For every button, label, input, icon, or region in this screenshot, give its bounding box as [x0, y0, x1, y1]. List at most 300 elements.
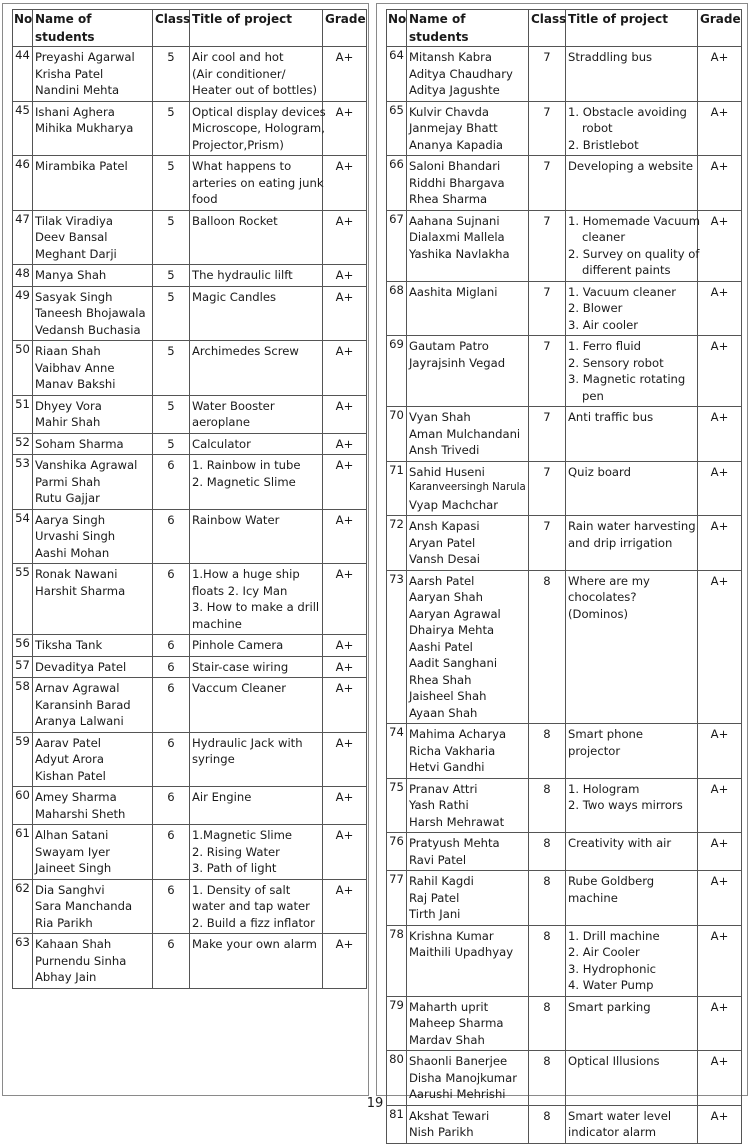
- project-title-line: 2. Two ways mirrors: [568, 798, 683, 812]
- student-name: Sasyak Singh: [35, 289, 113, 304]
- student-names: [33, 341, 153, 396]
- student-name: Ishani Aghera: [35, 104, 115, 119]
- student-name: Aashi Patel: [409, 639, 473, 654]
- project-title-line: Smart water level: [568, 1108, 672, 1123]
- project-title-line: Air Engine: [192, 790, 252, 804]
- table-row: [387, 996, 742, 1051]
- student-name: Riaan Shah: [35, 344, 101, 358]
- student-name: Disha Manojkumar: [409, 1070, 517, 1085]
- student-name: Aman Mulchandani: [409, 426, 521, 441]
- table-row: [13, 879, 367, 934]
- table-row: [387, 778, 742, 833]
- student-name: Deev Bansal: [35, 230, 108, 244]
- row-number: 64: [387, 47, 407, 102]
- project-title-line: arteries on eating junk: [192, 175, 324, 190]
- student-name: Sahid Huseni: [409, 464, 485, 479]
- student-names: [407, 925, 529, 996]
- student-name: Maharth uprit: [409, 999, 489, 1014]
- student-name: Krishna Kumar: [409, 928, 494, 943]
- project-title-line: Straddling bus: [568, 50, 653, 64]
- grade-value: A+: [698, 1105, 742, 1143]
- student-name: Nandini Mehta: [35, 83, 120, 97]
- row-number: 73: [387, 570, 407, 724]
- student-name: Mahima Acharya: [409, 727, 507, 741]
- student-name: Hetvi Gandhi: [409, 760, 485, 774]
- student-name: Arnav Agrawal: [35, 681, 120, 695]
- project-title-line: 2. Magnetic Slime: [192, 474, 296, 489]
- grade-value: A+: [698, 516, 742, 571]
- project-title-line: 4. Water Pump: [568, 978, 654, 992]
- project-title-line: Make your own alarm: [192, 937, 317, 951]
- row-number: 60: [13, 787, 33, 825]
- student-name: Aarsh Patel: [409, 573, 475, 588]
- row-number: 75: [387, 778, 407, 833]
- class-value: 5: [153, 156, 190, 211]
- grade-value: A+: [323, 934, 367, 989]
- student-name: Aaryan Agrawal: [409, 606, 501, 621]
- student-name: Krisha Patel: [35, 66, 104, 81]
- student-name: Parmi Shah: [35, 474, 101, 489]
- header-title: Title of project: [566, 10, 698, 47]
- class-value: 6: [153, 455, 190, 510]
- header-class: Class: [153, 10, 190, 47]
- student-name: Maheep Sharma: [409, 1016, 504, 1030]
- class-value: 7: [529, 516, 566, 571]
- class-value: 7: [529, 101, 566, 156]
- project-title: [566, 778, 698, 833]
- grade-value: A+: [323, 286, 367, 341]
- grade-value: A+: [323, 509, 367, 564]
- grade-value: A+: [698, 210, 742, 281]
- project-title-line: 3. Path of light: [192, 861, 277, 875]
- class-value: 6: [153, 879, 190, 934]
- student-names: [33, 564, 153, 635]
- class-value: 5: [153, 286, 190, 341]
- class-value: 7: [529, 336, 566, 407]
- table-row: [13, 635, 367, 657]
- project-title: [190, 564, 323, 635]
- grade-value: A+: [698, 833, 742, 871]
- project-title-line: Balloon Rocket: [192, 213, 278, 228]
- grade-value: A+: [698, 407, 742, 462]
- project-title: [566, 101, 698, 156]
- grade-value: A+: [323, 678, 367, 733]
- table-header-row: [13, 10, 367, 47]
- student-name: Ayaan Shah: [409, 705, 478, 720]
- table-row: [13, 656, 367, 678]
- student-names: [407, 516, 529, 571]
- student-names: [33, 879, 153, 934]
- project-title-line: Hydraulic Jack with: [192, 735, 303, 750]
- grade-value: A+: [698, 47, 742, 102]
- project-title-line: Calculator: [192, 436, 251, 451]
- project-title-line: 2. Build a fizz inflator: [192, 915, 315, 930]
- student-name: Raj Patel: [409, 890, 460, 905]
- project-title-line: 1. Obstacle avoiding: [568, 104, 687, 119]
- row-number: 55: [13, 564, 33, 635]
- table-row: [387, 724, 742, 779]
- project-title: [190, 433, 323, 455]
- project-title-line: 1. Rainbow in tube: [192, 458, 301, 472]
- student-name: Kishan Patel: [35, 768, 106, 783]
- grade-value: A+: [698, 570, 742, 724]
- project-title-line: Heater out of bottles): [192, 83, 318, 97]
- student-names: [407, 101, 529, 156]
- project-title-line: (Air conditioner/: [192, 66, 286, 81]
- class-value: 5: [153, 210, 190, 265]
- project-title: [190, 787, 323, 825]
- table-row: [13, 732, 367, 787]
- project-title-line: 3. How to make a drill: [192, 600, 320, 614]
- project-title-line: 2. Blower: [568, 301, 623, 315]
- student-names: [407, 461, 529, 516]
- row-number: 68: [387, 281, 407, 336]
- project-title-line: (Dominos): [568, 606, 629, 621]
- student-names: [407, 570, 529, 724]
- table-row: [13, 433, 367, 455]
- project-title: [566, 336, 698, 407]
- student-name: Soham Sharma: [35, 436, 124, 451]
- project-title-line: Magic Candles: [192, 289, 277, 304]
- student-name: Sara Manchanda: [35, 899, 133, 913]
- table-row: [13, 509, 367, 564]
- table-row: [387, 833, 742, 871]
- project-title-line: indicator alarm: [568, 1125, 657, 1139]
- project-title: [190, 656, 323, 678]
- student-name: Purnendu Sinha: [35, 953, 127, 968]
- row-number: 74: [387, 724, 407, 779]
- header-no: No: [13, 10, 33, 47]
- student-name: Taneesh Bhojawala: [35, 306, 146, 320]
- grade-value: A+: [698, 156, 742, 211]
- project-title: [566, 516, 698, 571]
- student-name: Richa Vakharia: [409, 743, 496, 758]
- header-grade: Grade: [698, 10, 742, 47]
- class-value: 5: [153, 341, 190, 396]
- project-title: [190, 732, 323, 787]
- grade-value: A+: [323, 265, 367, 287]
- grade-value: A+: [698, 101, 742, 156]
- student-name: Aadit Sanghani: [409, 656, 498, 670]
- class-value: 6: [153, 635, 190, 657]
- student-name: Aashi Mohan: [35, 545, 110, 560]
- student-name: Dia Sanghvi: [35, 882, 105, 897]
- project-title: [190, 455, 323, 510]
- project-title-line: The hydraulic lilft: [192, 268, 293, 282]
- student-name: Pratyush Mehta: [409, 836, 500, 850]
- grade-value: A+: [323, 433, 367, 455]
- project-title-line: projector: [568, 743, 621, 758]
- student-name: Jaisheel Shah: [409, 689, 487, 703]
- row-number: 50: [13, 341, 33, 396]
- table-row: [387, 47, 742, 102]
- class-value: 5: [153, 47, 190, 102]
- student-names: [33, 265, 153, 287]
- class-value: 7: [529, 407, 566, 462]
- grade-value: A+: [323, 879, 367, 934]
- project-title: [190, 879, 323, 934]
- table-row: [13, 265, 367, 287]
- project-title-line: aeroplane: [192, 415, 251, 429]
- row-number: 80: [387, 1051, 407, 1106]
- student-name: Ansh Trivedi: [409, 443, 480, 457]
- project-title: [566, 156, 698, 211]
- page-number: 19: [366, 1096, 384, 1111]
- student-name: Alhan Satani: [35, 828, 109, 842]
- class-value: 8: [529, 570, 566, 724]
- grade-value: A+: [323, 156, 367, 211]
- header-title: Title of project: [190, 10, 323, 47]
- student-names: [33, 433, 153, 455]
- student-name: Aahana Sujnani: [409, 213, 500, 228]
- student-name: Ravi Patel: [409, 852, 467, 867]
- class-value: 8: [529, 778, 566, 833]
- row-number: 66: [387, 156, 407, 211]
- project-title-line: Archimedes Screw: [192, 344, 299, 358]
- table-header-row: [387, 10, 742, 47]
- project-title-line: water and tap water: [192, 899, 310, 913]
- class-value: 8: [529, 1105, 566, 1143]
- student-names: [33, 101, 153, 156]
- project-title: [190, 47, 323, 102]
- student-names: [33, 395, 153, 433]
- grade-value: A+: [698, 461, 742, 516]
- student-name: Yashika Navlakha: [409, 246, 510, 261]
- project-title: [190, 210, 323, 265]
- student-name: Tirth Jani: [409, 907, 461, 921]
- project-title-line: food: [192, 192, 218, 206]
- student-name: Nish Parikh: [409, 1125, 474, 1139]
- table-row: [387, 210, 742, 281]
- student-name: Devaditya Patel: [35, 659, 127, 674]
- project-title: [190, 265, 323, 287]
- project-title-line: 2. Sensory robot: [568, 355, 664, 370]
- table-row: [13, 934, 367, 989]
- table-row: [387, 156, 742, 211]
- table-row: [387, 407, 742, 462]
- row-number: 71: [387, 461, 407, 516]
- project-title-line: pen: [582, 388, 604, 403]
- project-title-line: and drip irrigation: [568, 535, 673, 550]
- student-name: Harshit Sharma: [35, 583, 126, 598]
- project-title-line: Optical display devices: [192, 104, 326, 119]
- grade-value: A+: [323, 210, 367, 265]
- student-name: Mitansh Kabra: [409, 50, 493, 64]
- project-title: [566, 996, 698, 1051]
- table-row: [387, 101, 742, 156]
- student-name: Rahil Kagdi: [409, 874, 474, 888]
- row-number: 56: [13, 635, 33, 657]
- class-value: 8: [529, 724, 566, 779]
- class-value: 7: [529, 210, 566, 281]
- project-title-line: Pinhole Camera: [192, 638, 284, 652]
- student-name: Tilak Viradiya: [35, 213, 113, 228]
- table-row: [13, 101, 367, 156]
- table-row: [387, 336, 742, 407]
- grade-value: A+: [323, 732, 367, 787]
- student-name: Mirambika Patel: [35, 159, 128, 173]
- project-title-line: 2. Survey on quality of: [568, 246, 700, 261]
- student-names: [33, 825, 153, 880]
- row-number: 51: [13, 395, 33, 433]
- student-name: Amey Sharma: [35, 790, 117, 804]
- table-row: [387, 925, 742, 996]
- student-name: Kahaan Shah: [35, 937, 112, 951]
- project-title: [190, 341, 323, 396]
- student-name: Aranya Lalwani: [35, 714, 124, 728]
- project-title: [566, 461, 698, 516]
- projects-table-right: [386, 9, 742, 1144]
- student-names: [33, 47, 153, 102]
- student-name: Vyan Shah: [409, 410, 471, 424]
- class-value: 7: [529, 461, 566, 516]
- student-names: [33, 787, 153, 825]
- table-row: [13, 47, 367, 102]
- project-title-line: Stair-case wiring: [192, 659, 289, 674]
- project-title-line: cleaner: [582, 230, 626, 244]
- class-value: 6: [153, 509, 190, 564]
- student-name: Shaonli Banerjee: [409, 1054, 508, 1068]
- student-name: Meghant Darji: [35, 246, 117, 261]
- project-title-line: Water Booster: [192, 398, 275, 413]
- table-row: [13, 564, 367, 635]
- student-name: Vyap Machchar: [409, 497, 499, 512]
- student-name: Karansinh Barad: [35, 697, 131, 712]
- grade-value: A+: [698, 281, 742, 336]
- project-title-line: 2. Bristlebot: [568, 137, 639, 152]
- student-name: Janmejay Bhatt: [409, 121, 498, 135]
- header-grade: Grade: [323, 10, 367, 47]
- student-name: Kulvir Chavda: [409, 104, 490, 119]
- student-names: [33, 286, 153, 341]
- project-title-line: 1. Vacuum cleaner: [568, 284, 677, 299]
- student-names: [33, 156, 153, 211]
- project-title-line: Rainbow Water: [192, 512, 280, 527]
- student-name: Swayam Iyer: [35, 844, 111, 859]
- class-value: 5: [153, 101, 190, 156]
- project-title-line: Rain water harvesting: [568, 519, 696, 533]
- grade-value: A+: [323, 787, 367, 825]
- project-title-line: different paints: [582, 263, 671, 277]
- grade-value: A+: [698, 871, 742, 926]
- student-names: [33, 678, 153, 733]
- student-names: [407, 47, 529, 102]
- row-number: 70: [387, 407, 407, 462]
- table-body-right: [387, 47, 742, 1144]
- student-names: [407, 281, 529, 336]
- header-no: No: [387, 10, 407, 47]
- row-number: 45: [13, 101, 33, 156]
- table-row: [387, 871, 742, 926]
- project-title-line: Smart parking: [568, 999, 651, 1014]
- student-name: Rutu Gajjar: [35, 491, 100, 505]
- header-name: Name of students: [33, 10, 153, 47]
- class-value: 6: [153, 732, 190, 787]
- grade-value: A+: [698, 724, 742, 779]
- student-names: [33, 509, 153, 564]
- grade-value: A+: [323, 47, 367, 102]
- project-title: [190, 825, 323, 880]
- student-names: [33, 732, 153, 787]
- student-name: Adyut Arora: [35, 752, 104, 766]
- student-name: Tiksha Tank: [35, 638, 103, 652]
- student-name: Aditya Jagushte: [409, 83, 500, 97]
- student-names: [407, 833, 529, 871]
- table-row: [13, 678, 367, 733]
- table-row: [13, 395, 367, 433]
- student-name: Ananya Kapadia: [409, 137, 504, 152]
- student-name: Vedansh Buchasia: [35, 322, 141, 337]
- row-number: 47: [13, 210, 33, 265]
- class-value: 7: [529, 156, 566, 211]
- project-title-line: machine: [192, 616, 242, 631]
- row-number: 72: [387, 516, 407, 571]
- project-title-line: 1.How a huge ship: [192, 567, 300, 581]
- grade-value: A+: [323, 341, 367, 396]
- row-number: 78: [387, 925, 407, 996]
- row-number: 48: [13, 265, 33, 287]
- row-number: 81: [387, 1105, 407, 1143]
- row-number: 57: [13, 656, 33, 678]
- class-value: 6: [153, 678, 190, 733]
- table-row: [13, 341, 367, 396]
- project-title-line: syringe: [192, 752, 235, 766]
- class-value: 8: [529, 833, 566, 871]
- project-title-line: 1. Homemade Vacuum: [568, 213, 701, 228]
- student-names: [407, 156, 529, 211]
- project-title: [190, 156, 323, 211]
- student-names: [33, 635, 153, 657]
- project-title-line: 3. Hydrophonic: [568, 961, 657, 976]
- student-names: [407, 996, 529, 1051]
- project-title: [190, 678, 323, 733]
- student-name: Vanshika Agrawal: [35, 458, 138, 472]
- header-name: Name of students: [407, 10, 529, 47]
- student-name: Aarya Singh: [35, 512, 106, 527]
- row-number: 62: [13, 879, 33, 934]
- student-name: Mahir Shah: [35, 415, 101, 429]
- student-name: Mardav Shah: [409, 1032, 485, 1047]
- projects-table-left: [12, 9, 367, 989]
- row-number: 58: [13, 678, 33, 733]
- project-title: [190, 286, 323, 341]
- class-value: 6: [153, 656, 190, 678]
- student-name: Ria Parikh: [35, 915, 93, 930]
- table-row: [387, 281, 742, 336]
- grade-value: A+: [698, 336, 742, 407]
- row-number: 77: [387, 871, 407, 926]
- project-title: [566, 281, 698, 336]
- project-title-line: chocolates?: [568, 590, 637, 604]
- student-name: Vaibhav Anne: [35, 360, 115, 375]
- row-number: 61: [13, 825, 33, 880]
- class-value: 6: [153, 564, 190, 635]
- project-title-line: Developing a website: [568, 159, 694, 173]
- student-name: Aashita Miglani: [409, 284, 498, 299]
- project-title-line: 1. Hologram: [568, 781, 640, 796]
- grade-value: A+: [323, 656, 367, 678]
- student-name: Rhea Sharma: [409, 192, 488, 206]
- student-names: [33, 455, 153, 510]
- grade-value: A+: [698, 996, 742, 1051]
- student-names: [33, 210, 153, 265]
- project-title: [190, 101, 326, 156]
- student-name: Manya Shah: [35, 268, 107, 282]
- grade-value: A+: [323, 101, 367, 156]
- student-names: [407, 407, 529, 462]
- project-title: [566, 210, 701, 281]
- project-title: [566, 724, 698, 779]
